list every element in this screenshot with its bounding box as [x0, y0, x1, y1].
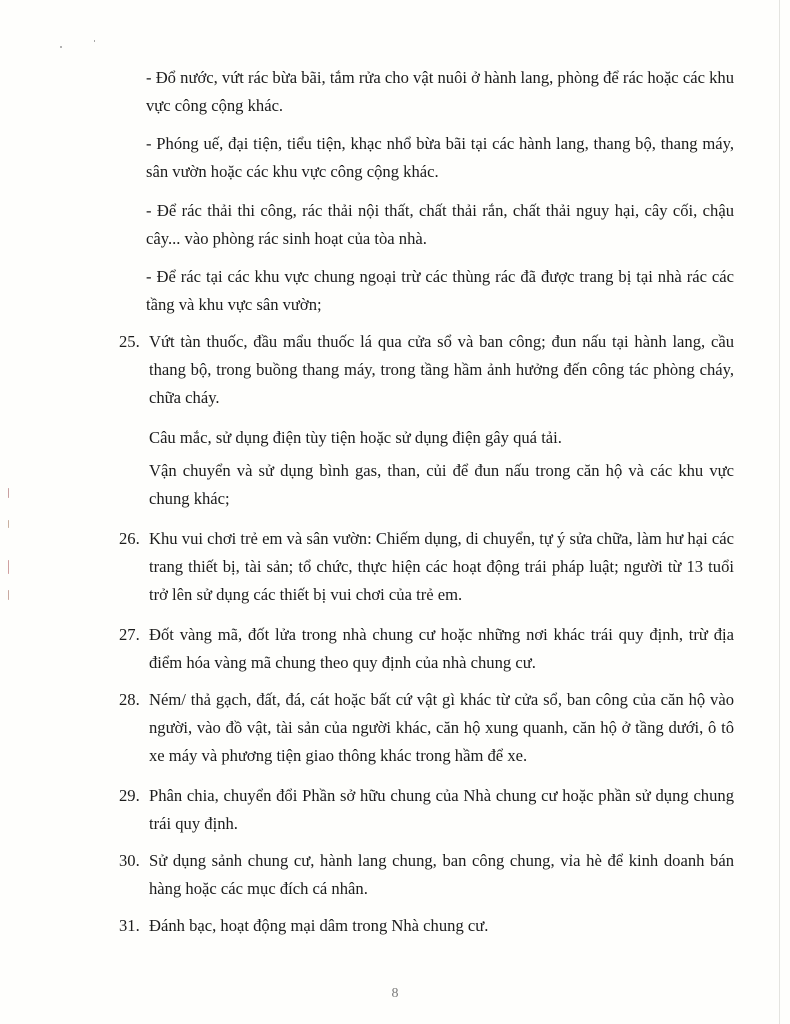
scan-edge-line	[779, 0, 780, 1024]
item-text: Đốt vàng mã, đốt lửa trong nhà chung cư hoặc những nơi khác trái quy định, trừ địa điểm hóa vàng mã chung theo quy định của nhà chung cư.	[149, 625, 734, 672]
scan-speck	[60, 46, 62, 48]
dash-item: - Đổ nước, vứt rác bừa bãi, tắm rửa cho vật nuôi ở hành lang, phòng để rác hoặc các khu vực công cộng khác.	[146, 68, 734, 115]
item-sub-paragraph: Câu mắc, sử dụng điện tùy tiện hoặc sử dụng điện gây quá tải.	[149, 428, 562, 447]
item-number: 29.	[119, 786, 140, 805]
item-number: 30.	[119, 851, 140, 870]
item-text: Đánh bạc, hoạt động mại dâm trong Nhà chung cư.	[149, 916, 489, 935]
item-number: 25.	[119, 332, 140, 351]
scan-speck	[8, 590, 9, 600]
item-text: Vứt tàn thuốc, đầu mẩu thuốc lá qua cửa sổ và ban công; đun nấu tại hành lang, cầu thang bộ, trong buồng thang máy, trong tầng hầm ảnh hưởng đến công tác phòng cháy, chữa cháy.	[149, 332, 734, 407]
scan-speck	[8, 560, 9, 574]
item-text: Sử dụng sảnh chung cư, hành lang chung, ban công chung, vỉa hè để kinh doanh bán hàng hoặc các mục đích cá nhân.	[149, 851, 734, 898]
scan-speck	[8, 520, 9, 528]
item-number: 27.	[119, 625, 140, 644]
item-number: 28.	[119, 690, 140, 709]
item-text: Ném/ thả gạch, đất, đá, cát hoặc bất cứ vật gì khác từ cửa sổ, ban công của căn hộ vào người, vào đồ vật, tài sản của người khác, căn hộ xung quanh, căn hộ ở tầng dưới, ô tô xe máy và phương tiện giao thông khác trong hầm để xe.	[149, 690, 734, 765]
item-number: 31.	[119, 916, 140, 935]
item-text: Phân chia, chuyển đổi Phần sở hữu chung của Nhà chung cư hoặc phần sử dụng chung trái quy định.	[149, 786, 734, 833]
scan-speck	[8, 488, 9, 498]
dash-item: - Để rác thải thi công, rác thải nội thất, chất thải rắn, chất thải nguy hại, cây cối, chậu cây... vào phòng rác sinh hoạt của tòa nhà.	[146, 201, 734, 248]
item-text: Khu vui chơi trẻ em và sân vườn: Chiếm dụng, di chuyển, tự ý sửa chữa, làm hư hại các trang thiết bị, tài sản; tổ chức, thực hiện các hoạt động trái pháp luật; người từ 13 tuổi trở lên sử dụng các thiết bị vui chơi của trẻ em.	[149, 529, 734, 604]
dash-item: - Để rác tại các khu vực chung ngoại trừ các thùng rác đã được trang bị tại nhà rác các tầng và khu vực sân vườn;	[146, 267, 734, 314]
scan-speck	[94, 40, 95, 42]
item-sub-paragraph: Vận chuyển và sử dụng bình gas, than, củi để đun nấu trong căn hộ và các khu vực chung khác;	[149, 461, 734, 508]
page-number: 8	[391, 986, 399, 1001]
dash-item: - Phóng uế, đại tiện, tiểu tiện, khạc nhổ bừa bãi tại các hành lang, thang bộ, thang máy, sân vườn hoặc các khu vực công cộng khác.	[146, 134, 734, 181]
item-number: 26.	[119, 529, 140, 548]
